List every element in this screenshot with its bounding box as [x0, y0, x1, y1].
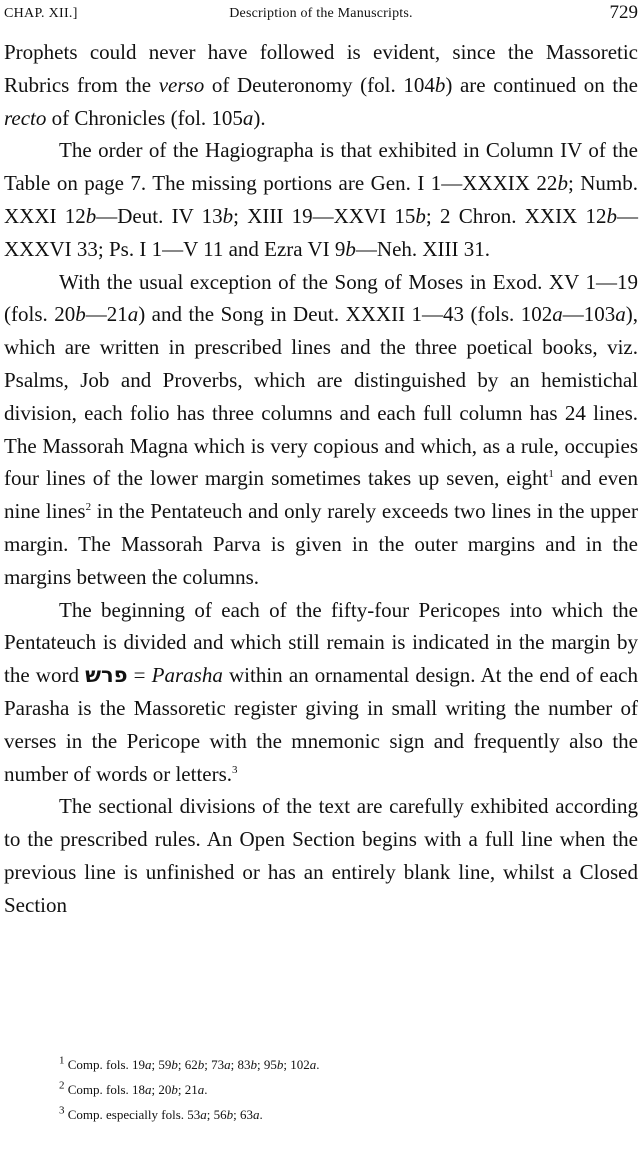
- text-run: ; 63: [233, 1107, 254, 1122]
- footnote-marker: 1: [59, 1054, 65, 1067]
- footnote: [59, 1102, 629, 1127]
- text-run: ; 2 Chron. XXIX 12: [425, 203, 607, 228]
- text-run: —XXXVI 33; Ps. I 1—V 11 and Ezra VI 9: [4, 203, 638, 261]
- text-run: ; Numb. XXXI 12: [4, 171, 638, 228]
- italic-text: b: [222, 203, 234, 228]
- text-run: ; 21: [177, 1082, 198, 1097]
- italic-text: verso: [158, 72, 205, 97]
- italic-text: a: [197, 1082, 205, 1097]
- text-run: The order of the Hagiographa is that exhibited in Column IV of the Table on page 7. The missing portions are Gen. I 1—XXXIX 22: [4, 138, 638, 196]
- running-head: [4, 2, 638, 26]
- text-run: Comp. especially fols. 53: [64, 1107, 201, 1122]
- text-run: ; 20: [151, 1082, 172, 1097]
- paragraph: [4, 594, 638, 791]
- italic-text: b: [415, 203, 426, 228]
- text-run: —Neh. XIII 31.: [355, 236, 491, 261]
- text-run: .: [259, 1107, 263, 1122]
- italic-text: b: [250, 1057, 258, 1072]
- italic-text: a: [200, 1107, 207, 1122]
- italic-text: b: [276, 1057, 284, 1072]
- text-run: .: [204, 1082, 208, 1097]
- footnote-marker: 1: [548, 468, 554, 481]
- italic-text: Parasha: [151, 663, 223, 688]
- italic-text: recto: [4, 105, 47, 130]
- italic-text: b: [85, 203, 97, 228]
- italic-text: a: [127, 302, 139, 327]
- text-run: The beginning of each of the fifty-four Pericopes into which the Pentateuch is divided and which still remain is indicated in the margin by the word: [4, 597, 638, 688]
- italic-text: b: [226, 1107, 234, 1122]
- footnote: [59, 1077, 629, 1102]
- text-run: ), which are written in prescribed lines and the three poetical books, viz. Psalms, Job and Proverbs, which are distinguished by an hemistichal division, each folio has three columns and each full column has 24 lines. The Massorah Magna which is very copious and which, as a rule, occupies four lines of the lower margin sometimes takes up seven, eight: [4, 302, 638, 491]
- chapter-label: CHAP. XII.]: [4, 6, 78, 21]
- text-run: ; 102: [283, 1057, 310, 1072]
- italic-text: b: [171, 1057, 178, 1072]
- text-run: ; 83: [230, 1057, 251, 1072]
- running-title: Description of the Manuscripts.: [229, 6, 413, 21]
- footnote: [59, 1052, 629, 1077]
- paragraph: [4, 266, 638, 594]
- italic-text: b: [606, 203, 617, 228]
- text-run: .: [316, 1057, 320, 1072]
- paragraph: [4, 134, 638, 265]
- italic-text: a: [253, 1107, 260, 1122]
- text-run: of Deuteronomy (fol. 104: [204, 72, 435, 97]
- text-run: ) and the Song in Deut. XXXII 1—43 (fols. 102: [138, 302, 553, 327]
- text-run: and even nine lines: [4, 466, 638, 524]
- text-run: ; 73: [204, 1057, 225, 1072]
- body-text: [4, 36, 638, 922]
- italic-text: b: [557, 171, 568, 196]
- text-run: of Chronicles (fol. 105: [46, 105, 243, 130]
- italic-text: b: [197, 1057, 205, 1072]
- italic-text: a: [224, 1057, 231, 1072]
- text-run: —103: [562, 302, 616, 327]
- text-run: within an ornamental design. At the end of each Parasha is the Massoretic register giving in small writing the number of verses in the Pericope with the mnemonic sign and frequently also the number of words or letters.: [4, 663, 639, 786]
- italic-text: a: [145, 1057, 152, 1072]
- text-run: Prophets could never have followed is evident, since the Massoretic Rubrics from the: [4, 40, 638, 97]
- text-run: ) are continued on the: [445, 72, 638, 97]
- hebrew-word: פרש: [85, 663, 128, 688]
- paragraph: [4, 36, 638, 134]
- paragraph: [4, 790, 638, 921]
- text-run: ; 56: [206, 1107, 227, 1122]
- italic-text: a: [552, 302, 563, 327]
- text-run: With the usual exception of the Song of Moses in Exod. XV 1—19 (fols. 20: [4, 269, 638, 327]
- text-run: —21: [85, 302, 128, 327]
- italic-text: a: [145, 1082, 152, 1097]
- text-run: —Deut. IV 13: [96, 203, 223, 228]
- italic-text: b: [171, 1082, 178, 1097]
- text-run: Comp. fols. 18: [64, 1082, 146, 1097]
- footnotes: [59, 1052, 629, 1127]
- text-run: ; 95: [257, 1057, 277, 1072]
- italic-text: a: [309, 1057, 317, 1072]
- text-run: =: [127, 663, 152, 688]
- italic-text: b: [75, 302, 86, 327]
- italic-text: b: [345, 236, 356, 261]
- italic-text: a: [615, 302, 626, 327]
- page-number: 729: [609, 2, 638, 23]
- italic-text: a: [242, 105, 254, 130]
- footnote-marker: 3: [59, 1104, 65, 1117]
- text-run: ; 59: [151, 1057, 172, 1072]
- footnote-marker: 2: [59, 1079, 65, 1092]
- footnote-marker: 3: [232, 763, 238, 776]
- text-run: ; 62: [177, 1057, 198, 1072]
- footnote-marker: 2: [85, 501, 92, 514]
- italic-text: b: [434, 72, 446, 97]
- text-run: Comp. fols. 19: [64, 1057, 146, 1072]
- text-run: ).: [253, 105, 266, 130]
- text-run: ; XIII 19—XXVI 15: [233, 203, 416, 228]
- text-run: The sectional divisions of the text are carefully exhibited according to the prescribed rules. An Open Section begins with a full line when the previous line is unfinished or has an entirely blank line, whilst a Closed Section: [4, 794, 638, 917]
- text-run: in the Pentateuch and only rarely exceeds two lines in the upper margin. The Massorah Parva is given in the outer margins and in the margins between the columns.: [4, 499, 638, 589]
